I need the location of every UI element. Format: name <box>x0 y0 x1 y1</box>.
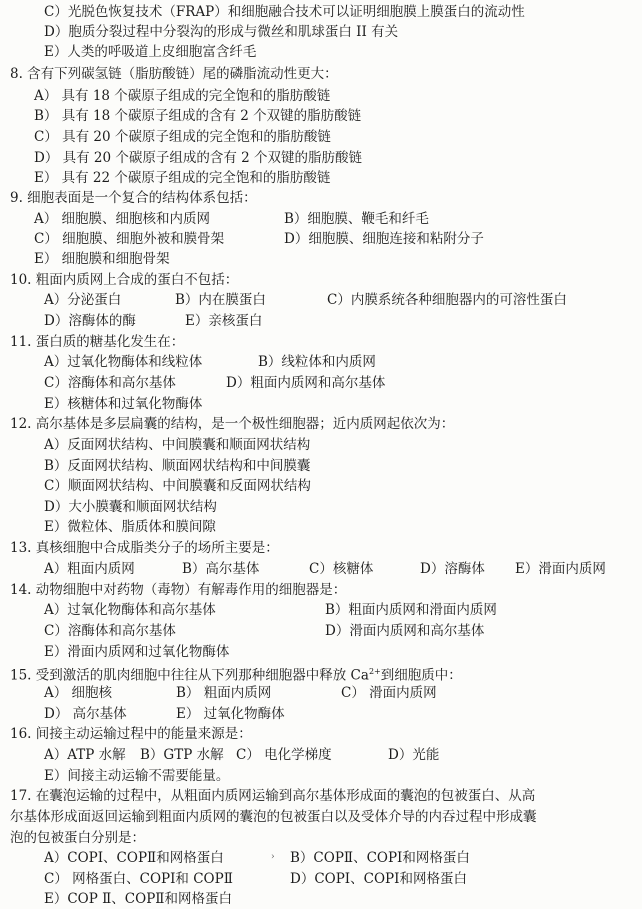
question-11-option-e: E）核糖体和过氧化物酶体 <box>44 396 203 412</box>
question-16-option-a: A）ATP 水解 <box>44 747 126 763</box>
question-15-stem-tail: 到细胞质中： <box>380 667 462 684</box>
question-16-stem: 16. 间接主动运输过程中的能量来源是： <box>10 726 252 742</box>
question-8-option-a: A） 具有 18 个碳原子组成的完全饱和的脂肪酸链 <box>34 88 331 104</box>
question-15-option-b: B） 粗面内质网 <box>176 685 272 701</box>
question-11-stem: 11. 蛋白质的糖基化发生在： <box>10 334 185 350</box>
question-11-option-d: D）粗面内质网和高尔基体 <box>226 375 386 391</box>
question-16-option-c: C） 电化学梯度 <box>236 747 332 763</box>
question-15-option-a: A） 细胞核 <box>44 685 113 701</box>
question-8-option-d: D） 具有 20 个碳原子组成的含有 2 个双键的脂肪酸链 <box>34 150 363 166</box>
question-16-option-d: D）光能 <box>388 747 440 763</box>
question-8-option-e: E） 具有 22 个碳原子组成的完全饱和的脂肪酸链 <box>34 170 331 186</box>
question-14-option-e: E）滑面内质网和过氧化物酶体 <box>44 644 230 660</box>
question-17-stem-line-2: 尔基体形成面返回运输到粗面内质网的囊泡的包被蛋白以及受体介导的内吞过程中形成囊 <box>10 809 537 825</box>
question-13-option-a: A）粗面内质网 <box>44 561 135 577</box>
question-15-option-c: C） 滑面内质网 <box>341 685 437 701</box>
question-9-option-a: A） 细胞膜、细胞核和内质网 <box>34 211 211 227</box>
question-12-option-e: E）微粒体、脂质体和膜间隙 <box>44 519 216 535</box>
question-13-option-d: D）溶酶体 <box>420 561 485 577</box>
question-14-option-d: D）滑面内质网和高尔基体 <box>325 623 485 639</box>
question-13-stem: 13. 真核细胞中合成脂类分子的场所主要是： <box>10 540 279 556</box>
prev-option-e: E）人类的呼吸道上皮细胞富含纤毛 <box>44 44 257 60</box>
question-8-stem: 8. 含有下列碳氢链（脂肪酸链）尾的磷脂流动性更大： <box>10 66 338 82</box>
question-14-option-c: C）溶酶体和高尔基体 <box>44 623 176 639</box>
question-17-option-a: A）COPⅠ、COPⅡ和网格蛋白 <box>44 850 224 866</box>
question-8-option-b: B） 具有 18 个碳原子组成的含有 2 个双键的脂肪酸链 <box>34 108 362 124</box>
question-17-option-d: D）COPⅠ、COPⅠ和网格蛋白 <box>290 871 467 887</box>
question-12-option-d: D）大小膜囊和顺面网状结构 <box>44 499 217 515</box>
question-10-option-b: B）内在膜蛋白 <box>175 292 266 308</box>
prev-option-d: D）胞质分裂过程中分裂沟的形成与微丝和肌球蛋白 II 有关 <box>44 24 399 40</box>
question-14-stem: 14. 动物细胞中对药物（毒物）有解毒作用的细胞器是： <box>10 582 347 598</box>
question-10-option-d: D）溶酶体的酶 <box>44 313 136 329</box>
question-16-option-b: B）GTP 水解 <box>140 747 224 763</box>
question-14-option-a: A）过氧化物酶体和高尔基体 <box>44 602 216 618</box>
question-9-option-b: B）细胞膜、鞭毛和纤毛 <box>284 211 429 227</box>
question-10-option-a: A）分泌蛋白 <box>44 292 122 308</box>
question-16-option-e: E）间接主动运输不需要能量。 <box>44 768 230 784</box>
question-17-stem-line-3: 泡的包被蛋白分别是： <box>10 830 145 846</box>
question-12-stem: 12. 高尔基体是多层扁囊的结构，是一个极性细胞器；近内质网起依次为： <box>10 416 455 432</box>
question-12-option-c: C）顺面网状结构、中间膜囊和反面网状结构 <box>44 478 311 494</box>
question-17-option-b: B）COPⅡ、COPⅠ和网格蛋白 <box>290 850 470 866</box>
question-10-option-c: C）内膜系统各种细胞器内的可溶性蛋白 <box>327 292 567 308</box>
question-17-option-e: E）COP Ⅱ、COPⅡ和网格蛋白 <box>44 891 232 907</box>
question-13-option-e: E）滑面内质网 <box>515 561 606 577</box>
question-15-stem-text: 15. 受到激活的肌肉细胞中往往从下列那种细胞器中释放 Ca <box>10 667 369 684</box>
question-14-option-b: B）粗面内质网和滑面内质网 <box>325 602 497 618</box>
calcium-charge: 2+ <box>368 667 381 676</box>
question-9-option-e: E） 细胞膜和细胞骨架 <box>34 251 170 267</box>
question-15-option-e: E） 过氧化物酶体 <box>176 706 285 722</box>
stray-mark: › <box>271 852 275 862</box>
question-17-option-c: C） 网格蛋白、COPⅠ和 COPⅡ <box>44 871 233 887</box>
question-11-option-b: B）线粒体和内质网 <box>258 354 376 370</box>
question-15-stem <box>10 662 462 686</box>
prev-option-c: C）光脱色恢复技术（FRAP）和细胞融合技术可以证明细胞膜上膜蛋白的流动性 <box>44 4 525 20</box>
question-9-option-c: C） 细胞膜、细胞外被和膜骨架 <box>34 231 225 247</box>
question-17-stem-line-1: 17. 在囊泡运输的过程中，从粗面内质网运输到高尔基体形成面的囊泡的包被蛋白、从高 <box>10 788 536 804</box>
question-10-stem: 10. 粗面内质网上合成的蛋白不包括： <box>10 272 239 288</box>
question-11-option-a: A）过氧化物酶体和线粒体 <box>44 354 203 370</box>
question-9-stem: 9. 细胞表面是一个复合的结构体系包括： <box>10 190 257 206</box>
question-12-option-b: B）反面网状结构、顺面网状结构和中间膜囊 <box>44 458 311 474</box>
question-9-option-d: D）细胞膜、细胞连接和粘附分子 <box>284 231 484 247</box>
question-12-option-a: A）反面网状结构、中间膜囊和顺面网状结构 <box>44 437 311 453</box>
question-8-option-c: C） 具有 20 个碳原子组成的完全饱和的脂肪酸链 <box>34 129 331 145</box>
question-13-option-c: C）核糖体 <box>309 561 374 577</box>
question-10-option-e: E）亲核蛋白 <box>185 313 263 329</box>
question-15-option-d: D） 高尔基体 <box>44 706 127 722</box>
question-11-option-c: C）溶酶体和高尔基体 <box>44 375 176 391</box>
question-13-option-b: B）高尔基体 <box>182 561 260 577</box>
